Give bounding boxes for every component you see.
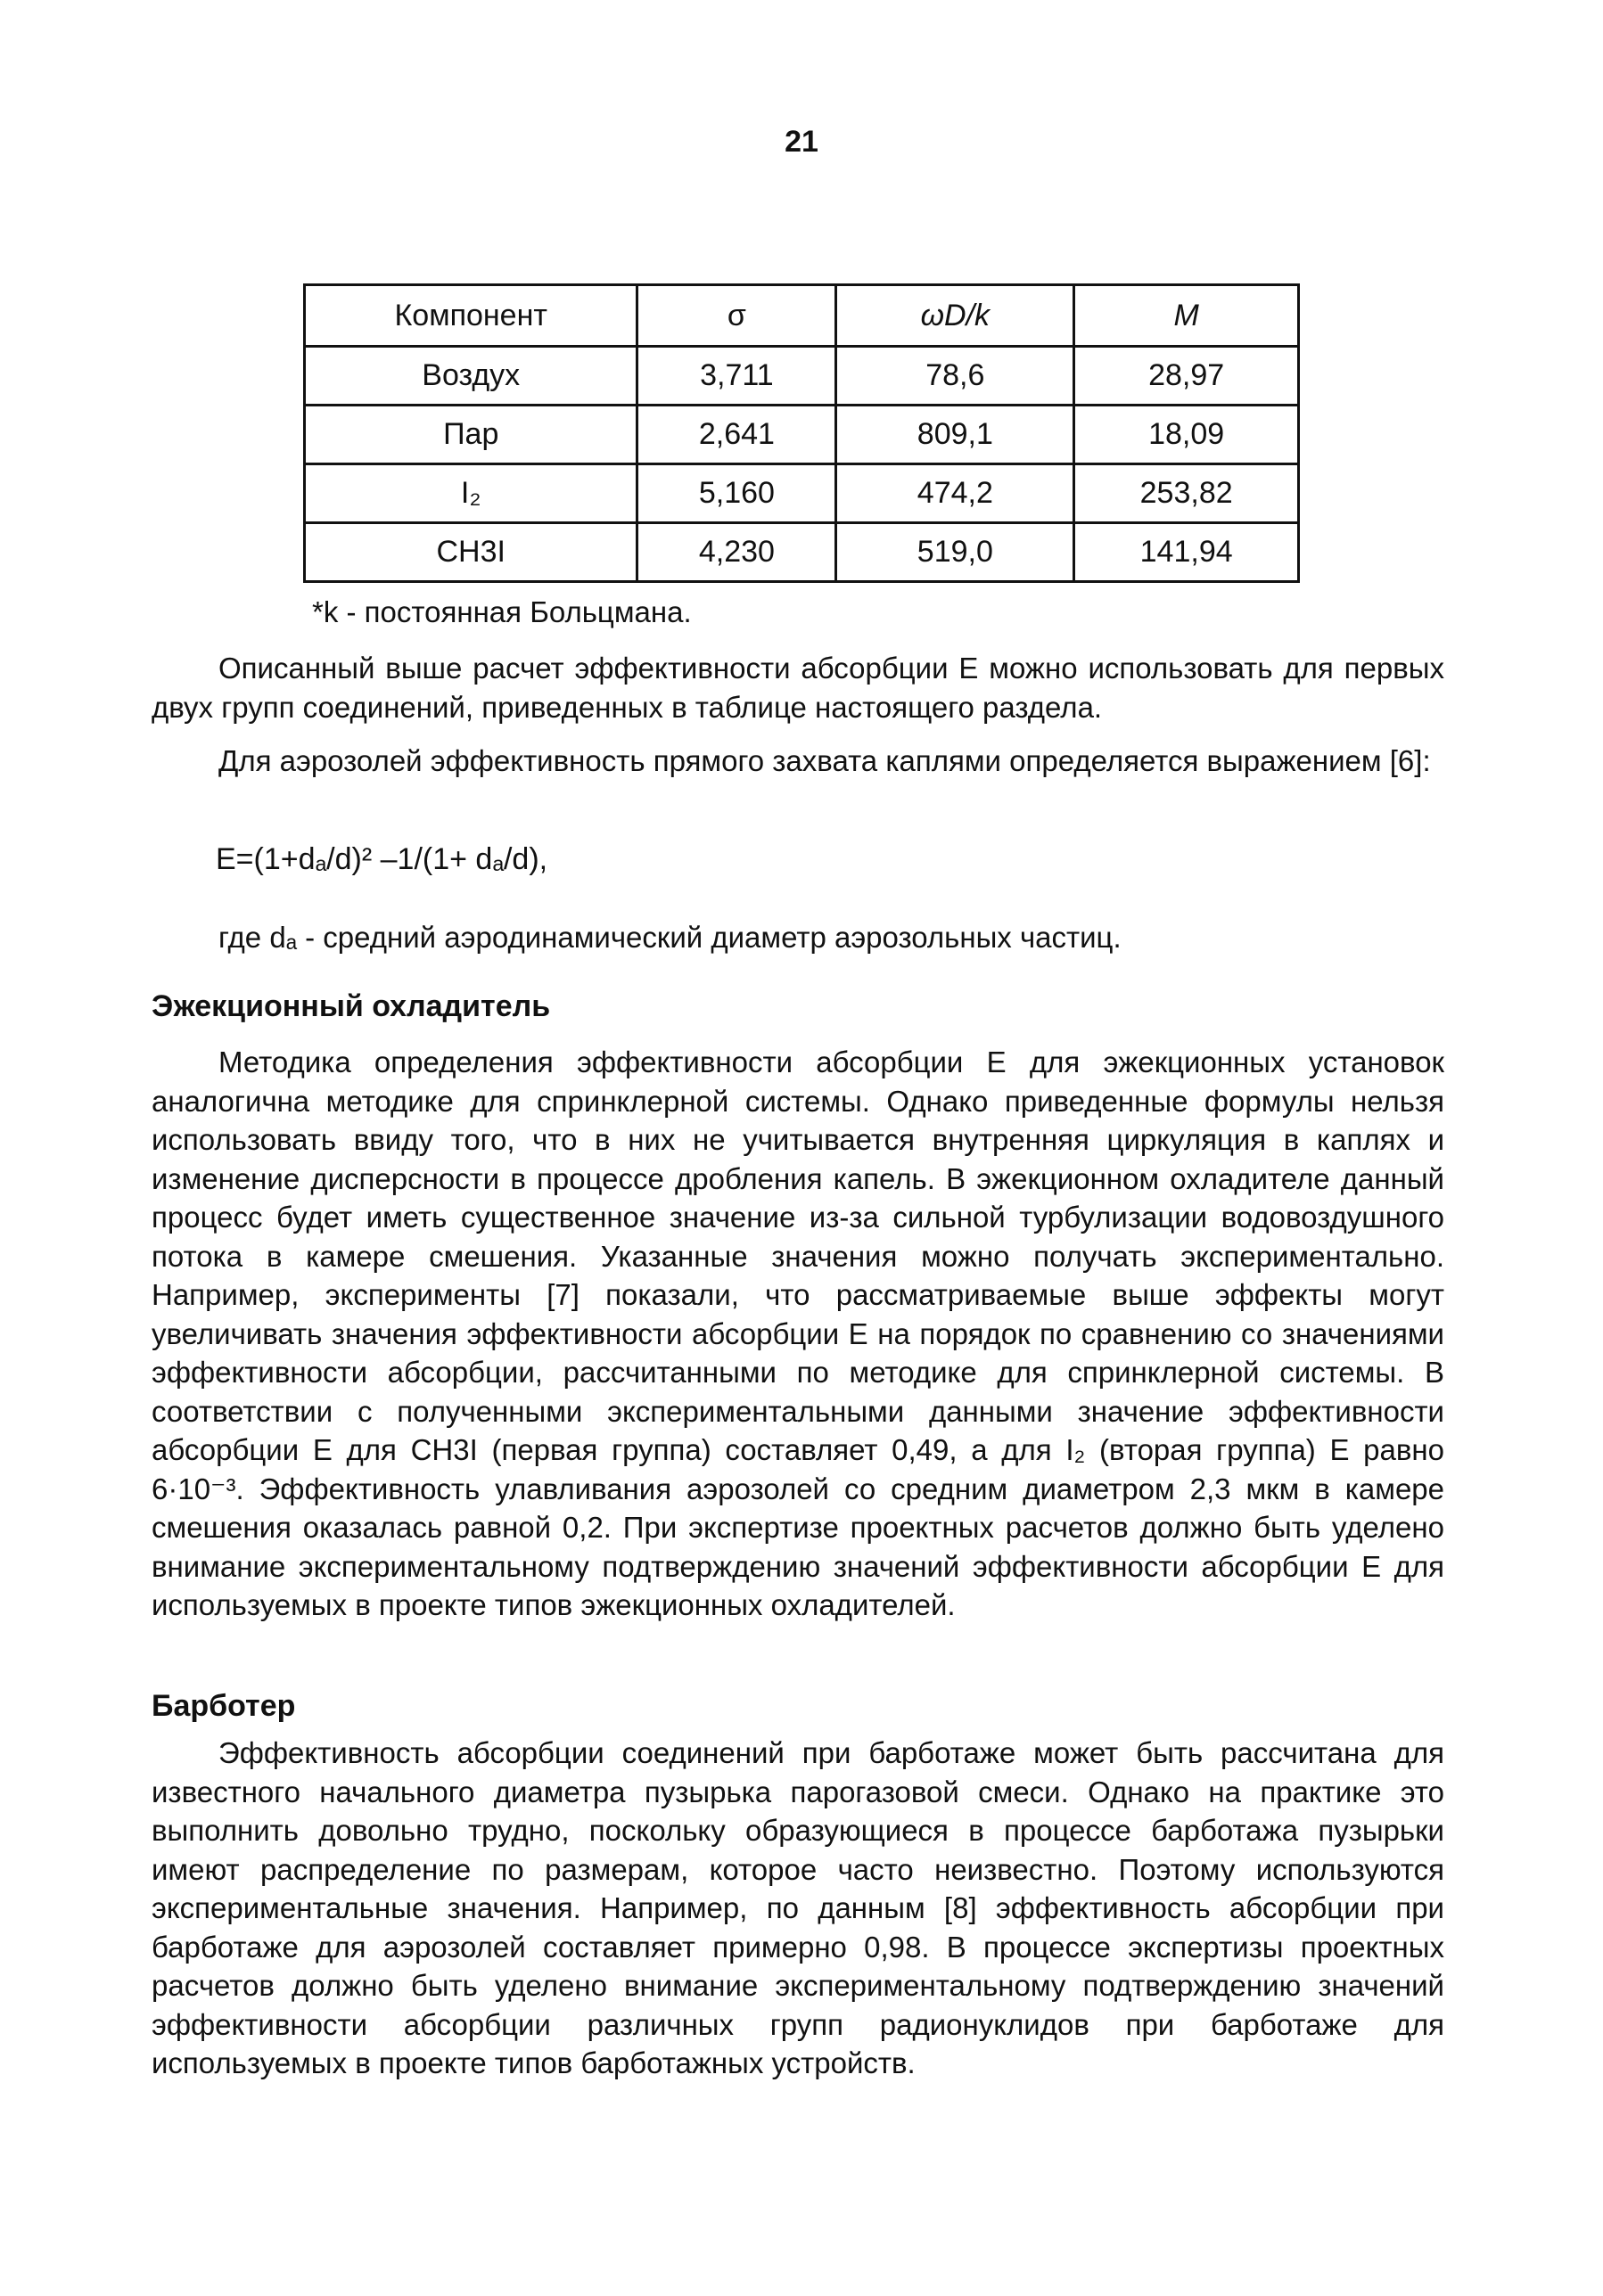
table-cell: I₂ [305, 464, 637, 523]
paragraph-text: Эффективность абсорбции соединений при барботаже может быть рассчитана для известного начального диаметра пузырька парогазовой смеси. Однако на практике это выполнить довольно трудно, поскольку образующиеся в процессе барботажа пузырьки имеют распределение по размерам, которое часто неизвестно. Поэтому используются экспериментальные значения. Например, по данным [8] эффективность абсорбции при барботаже для аэрозолей составляет примерно 0,98. В процессе экспертизы проектных расчетов должно быть уделено внимание экспериментальному подтверждению значений эффективности абсорбции различных групп радионуклидов при барботаже для используемых в проекте типов барботажных устройств. [152, 1736, 1444, 2079]
table-cell: 809,1 [836, 406, 1074, 464]
table-cell: 4,230 [637, 523, 836, 582]
paragraph [152, 742, 1444, 781]
table-cell: 474,2 [836, 464, 1074, 523]
table-row [305, 406, 1299, 464]
paragraph [152, 649, 1444, 726]
page-number: 21 [785, 125, 818, 159]
table-cell: 253,82 [1074, 464, 1299, 523]
table-cell: 519,0 [836, 523, 1074, 582]
formula: E=(1+dₐ/d)² –1/(1+ dₐ/d), [216, 842, 548, 876]
paragraph [152, 918, 1444, 957]
table-header-cell: M [1074, 285, 1299, 347]
table-header-cell: ωD/k [836, 285, 1074, 347]
paragraph-text: Для аэрозолей эффективность прямого захвата каплями определяется выражением [6]: [218, 744, 1431, 777]
table-cell: 2,641 [637, 406, 836, 464]
paragraph-text: Описанный выше расчет эффективности абсорбции E можно использовать для первых двух групп соединений, приведенных в таблице настоящего раздела. [152, 652, 1444, 724]
table-cell: 5,160 [637, 464, 836, 523]
paragraph [152, 1734, 1444, 2083]
paragraph-text: Методика определения эффективности абсорбции E для эжекционных установок аналогична методике для спринклерной системы. Однако приведенные формулы нельзя использовать ввиду того, что в них не учитывается внутренняя циркуляция в каплях и изменение дисперсности в процессе дробления капель. В эжекционном охладителе данный процесс будет иметь существенное значение из-за сильной турбулизации водовоздушного потока в камере смешения. Указанные значения можно получать экспериментально. Например, эксперименты [7] показали, что рассматриваемые выше эффекты могут увеличивать значения эффективности абсорбции E на порядок по сравнению со значениями эффективности абсорбции, рассчитанными по методике для спринклерной системы. В соответствии с полученными экспериментальными данными значение эффективности абсорбции E для CH3I (первая группа) составляет 0,49, а для I₂ (вторая группа) E равно 6·10⁻³. Эффективность улавливания аэрозолей со средним диаметром 2,3 мкм в камере смешения оказалась равной 0,2. При экспертизе проектных расчетов должно быть уделено внимание экспериментальному подтверждению значений эффективности абсорбции E для используемых в проекте типов эжекционных охладителей. [152, 1046, 1444, 1621]
paragraph-text: где dₐ - средний аэродинамический диаметр аэрозольных частиц. [218, 921, 1122, 954]
table-cell: Пар [305, 406, 637, 464]
table-row [305, 464, 1299, 523]
table-header-cell: Компонент [305, 285, 637, 347]
table-row [305, 523, 1299, 582]
table-cell: 3,711 [637, 347, 836, 406]
table-row [305, 347, 1299, 406]
paragraph [152, 1043, 1444, 1625]
table-cell: 18,09 [1074, 406, 1299, 464]
section-heading: Барботер [152, 1689, 296, 1723]
table-footnote: *k - постоянная Больцмана. [312, 595, 692, 628]
table-cell: 78,6 [836, 347, 1074, 406]
table-header-row [305, 285, 1299, 347]
table-header-cell: σ [637, 285, 836, 347]
table-cell: 28,97 [1074, 347, 1299, 406]
table-cell: 141,94 [1074, 523, 1299, 582]
table-cell: Воздух [305, 347, 637, 406]
parameters-table [303, 283, 1300, 583]
table-cell: CH3I [305, 523, 637, 582]
section-heading: Эжекционный охладитель [152, 989, 551, 1023]
